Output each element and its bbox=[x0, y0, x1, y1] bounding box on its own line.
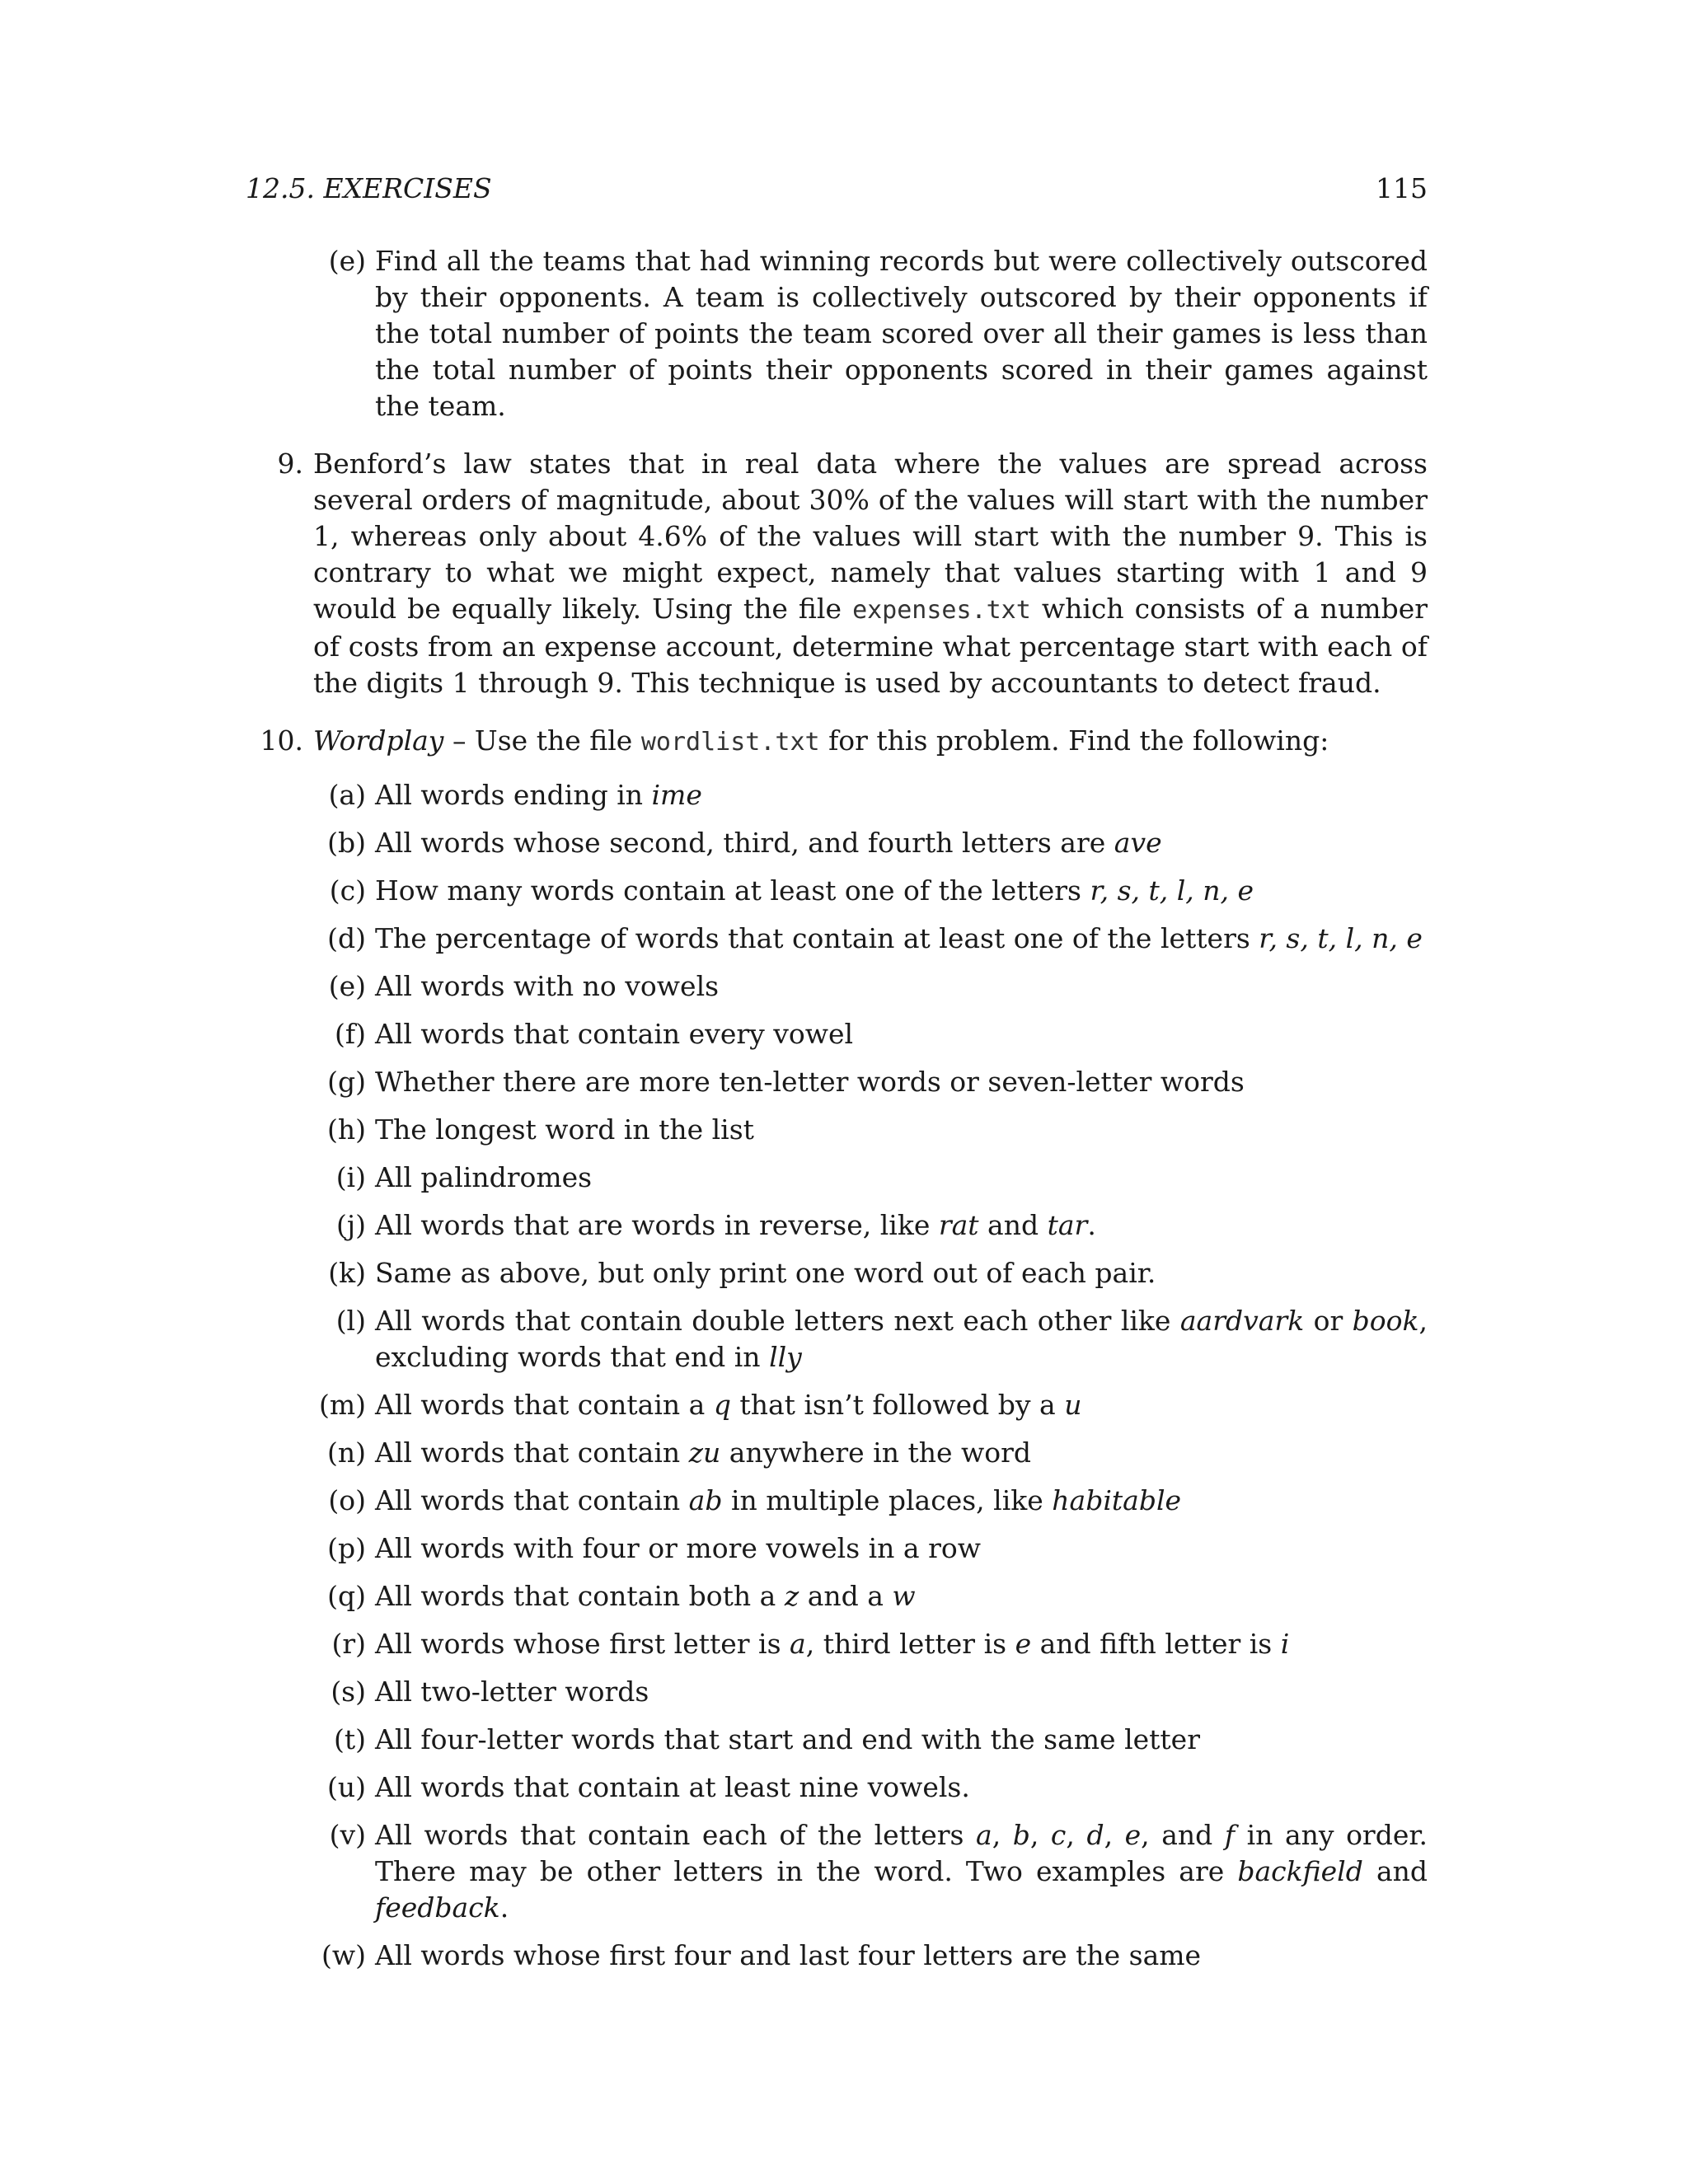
item-text: , bbox=[1066, 1819, 1087, 1851]
subitem-e bbox=[246, 968, 1428, 1005]
subitem-k bbox=[246, 1255, 1428, 1291]
item-italic: lly bbox=[769, 1341, 802, 1373]
item-text: All words ending in bbox=[375, 779, 652, 811]
item-label: (p) bbox=[327, 1532, 366, 1564]
item-text: in any order. There may be other letters in the word. Two examples are bbox=[375, 1819, 1428, 1887]
item-text: . bbox=[1087, 1209, 1096, 1241]
item-label: (s) bbox=[331, 1675, 366, 1708]
subitem-b bbox=[246, 825, 1428, 861]
item-italic: rat bbox=[938, 1209, 979, 1241]
item-italic: habitable bbox=[1052, 1484, 1182, 1516]
file-name-expenses: expenses.txt bbox=[852, 596, 1031, 625]
exercise-title: Wordplay bbox=[313, 724, 444, 757]
item-italic: z bbox=[784, 1580, 799, 1612]
item-text: , excluding words that end in bbox=[375, 1305, 1428, 1373]
item-text: Whether there are more ten-letter words or seven-letter words bbox=[375, 1066, 1245, 1098]
exercise-text-1: Benford’s law states that in real data where the values are spread across several orders of magnitude, about 30% of the values will start with the number 1, whereas only about 4.6% of the values will start with the number 9. This is contrary to what we might expect, namely that values starting with 1 and 9 would be equally likely. Using the file bbox=[313, 448, 1428, 625]
subitem-r bbox=[246, 1626, 1428, 1662]
item-label: (h) bbox=[326, 1113, 366, 1146]
item-italic: e bbox=[1124, 1819, 1142, 1851]
exercise-10 bbox=[246, 723, 1428, 761]
item-text: All words whose first four and last four letters are the same bbox=[375, 1939, 1202, 1971]
subitem-i bbox=[246, 1160, 1428, 1196]
item-text: in multiple places, like bbox=[722, 1484, 1053, 1516]
item-italic: a bbox=[976, 1819, 992, 1851]
subitem-p bbox=[246, 1530, 1428, 1567]
subitem-j bbox=[246, 1207, 1428, 1244]
subitem-a bbox=[246, 777, 1428, 813]
item-italic: r, s, t, l, n, e bbox=[1259, 922, 1423, 954]
item-label: (o) bbox=[328, 1484, 366, 1516]
item-text: , bbox=[1029, 1819, 1051, 1851]
subitem-l bbox=[246, 1303, 1428, 1376]
subitem-o bbox=[246, 1483, 1428, 1519]
item-label: (w) bbox=[321, 1939, 366, 1971]
item-text: and a bbox=[799, 1580, 893, 1612]
item-text: that isn’t followed by a bbox=[730, 1389, 1065, 1421]
subitem-f bbox=[246, 1016, 1428, 1052]
item-italic: aardvark bbox=[1179, 1305, 1305, 1337]
item-label: (c) bbox=[329, 874, 366, 907]
item-text: All words that contain at least nine vowels. bbox=[375, 1771, 970, 1803]
item-text: Same as above, but only print one word out of each pair. bbox=[375, 1257, 1156, 1289]
item-label: (g) bbox=[327, 1066, 366, 1098]
running-header bbox=[246, 169, 1428, 209]
item-italic: c bbox=[1050, 1819, 1067, 1851]
item-text: Find all the teams that had winning records but were collectively outscored by their opponents. A team is collectively outscored by their opponents if the total number of points the team scored over all their games is less than the total number of points their opponents scored in their games against the team. bbox=[375, 245, 1428, 422]
exercise-text-2: for this problem. Find the following: bbox=[819, 724, 1329, 757]
item-label: (e) bbox=[328, 245, 366, 277]
item-italic: tar bbox=[1047, 1209, 1088, 1241]
page-body bbox=[246, 243, 1428, 1974]
item-label: (k) bbox=[328, 1257, 366, 1289]
exercise-text-1: – Use the file bbox=[443, 724, 641, 757]
subitem-s bbox=[246, 1674, 1428, 1710]
section-title: 12.5. EXERCISES bbox=[246, 172, 492, 204]
file-name-wordlist: wordlist.txt bbox=[640, 728, 820, 757]
item-text: . bbox=[499, 1891, 509, 1924]
subitem-t bbox=[246, 1722, 1428, 1758]
item-text: All four-letter words that start and end with the same letter bbox=[375, 1723, 1200, 1755]
item-italic: w bbox=[892, 1580, 916, 1612]
item-label: (m) bbox=[318, 1389, 366, 1421]
subitem-g bbox=[246, 1064, 1428, 1100]
exercise-8e bbox=[246, 243, 1428, 424]
item-label: (b) bbox=[327, 827, 366, 859]
item-italic: feedback bbox=[375, 1891, 500, 1924]
subitem-q bbox=[246, 1578, 1428, 1615]
item-text: All words that contain both a bbox=[375, 1580, 785, 1612]
item-text: All words with four or more vowels in a row bbox=[375, 1532, 981, 1564]
item-label: (v) bbox=[329, 1819, 366, 1851]
item-text: All words with no vowels bbox=[375, 970, 720, 1002]
item-text: How many words contain at least one of the letters bbox=[375, 874, 1090, 907]
item-italic: i bbox=[1280, 1628, 1290, 1660]
item-text: and bbox=[1362, 1855, 1428, 1887]
item-text: All words whose first letter is bbox=[375, 1628, 790, 1660]
item-label: (l) bbox=[335, 1305, 366, 1337]
exercise-number: 10. bbox=[260, 724, 303, 757]
item-label: (d) bbox=[327, 922, 366, 954]
subitem-u bbox=[246, 1769, 1428, 1806]
item-label: (f) bbox=[335, 1018, 366, 1050]
item-text: , bbox=[992, 1819, 1013, 1851]
item-italic: ab bbox=[688, 1484, 723, 1516]
item-label: (i) bbox=[335, 1161, 366, 1193]
item-italic: book bbox=[1352, 1305, 1419, 1337]
item-label: (a) bbox=[328, 779, 366, 811]
item-text: or bbox=[1304, 1305, 1353, 1337]
item-label: (r) bbox=[331, 1628, 366, 1660]
subitem-m bbox=[246, 1387, 1428, 1423]
item-text: The percentage of words that contain at least one of the letters bbox=[375, 922, 1259, 954]
item-italic: u bbox=[1064, 1389, 1082, 1421]
item-text: All words that contain a bbox=[375, 1389, 714, 1421]
item-label: (n) bbox=[326, 1436, 366, 1469]
subitem-d bbox=[246, 921, 1428, 957]
item-italic: e bbox=[1015, 1628, 1032, 1660]
page-number: 115 bbox=[1376, 172, 1428, 204]
item-text: All words that contain each of the letters bbox=[375, 1819, 977, 1851]
item-italic: r, s, t, l, n, e bbox=[1090, 874, 1254, 907]
exercise-text-2: which consists of a number of costs from an expense account, determine what percentage start with each of the digits 1 through 9. This technique is used by accountants to detect fraud. bbox=[313, 593, 1428, 699]
item-text: , third letter is bbox=[805, 1628, 1015, 1660]
item-text: All two-letter words bbox=[375, 1675, 649, 1708]
item-italic: backfield bbox=[1237, 1855, 1363, 1887]
item-italic: ime bbox=[651, 779, 702, 811]
item-text: All words that contain every vowel bbox=[375, 1018, 854, 1050]
item-text: All words that contain double letters next each other like bbox=[375, 1305, 1180, 1337]
item-text: and fifth letter is bbox=[1031, 1628, 1281, 1660]
exercise-number: 9. bbox=[277, 448, 303, 480]
item-italic: zu bbox=[688, 1436, 721, 1469]
item-italic: b bbox=[1012, 1819, 1030, 1851]
item-text: The longest word in the list bbox=[375, 1113, 754, 1146]
item-text: All words that are words in reverse, like bbox=[375, 1209, 939, 1241]
item-text: All palindromes bbox=[375, 1161, 593, 1193]
item-text: anywhere in the word bbox=[720, 1436, 1032, 1469]
item-text: and bbox=[978, 1209, 1048, 1241]
subitem-c bbox=[246, 873, 1428, 909]
item-text: All words that contain bbox=[375, 1436, 689, 1469]
subitem-v bbox=[246, 1817, 1428, 1926]
item-label: (j) bbox=[336, 1209, 366, 1241]
subitem-n bbox=[246, 1435, 1428, 1471]
subitem-h bbox=[246, 1112, 1428, 1148]
item-text: All words whose second, third, and fourth letters are bbox=[375, 827, 1114, 859]
item-italic: f bbox=[1224, 1819, 1236, 1851]
item-italic: q bbox=[713, 1389, 731, 1421]
item-label: (e) bbox=[328, 970, 366, 1002]
item-text: , bbox=[1104, 1819, 1125, 1851]
item-italic: ave bbox=[1114, 827, 1162, 859]
subitem-w bbox=[246, 1938, 1428, 1974]
exercise-9 bbox=[246, 446, 1428, 701]
item-label: (u) bbox=[326, 1771, 366, 1803]
item-text: All words that contain bbox=[375, 1484, 689, 1516]
item-label: (q) bbox=[327, 1580, 366, 1612]
item-label: (t) bbox=[333, 1723, 366, 1755]
item-italic: a bbox=[790, 1628, 806, 1660]
item-italic: d bbox=[1086, 1819, 1104, 1851]
item-text: , and bbox=[1141, 1819, 1225, 1851]
